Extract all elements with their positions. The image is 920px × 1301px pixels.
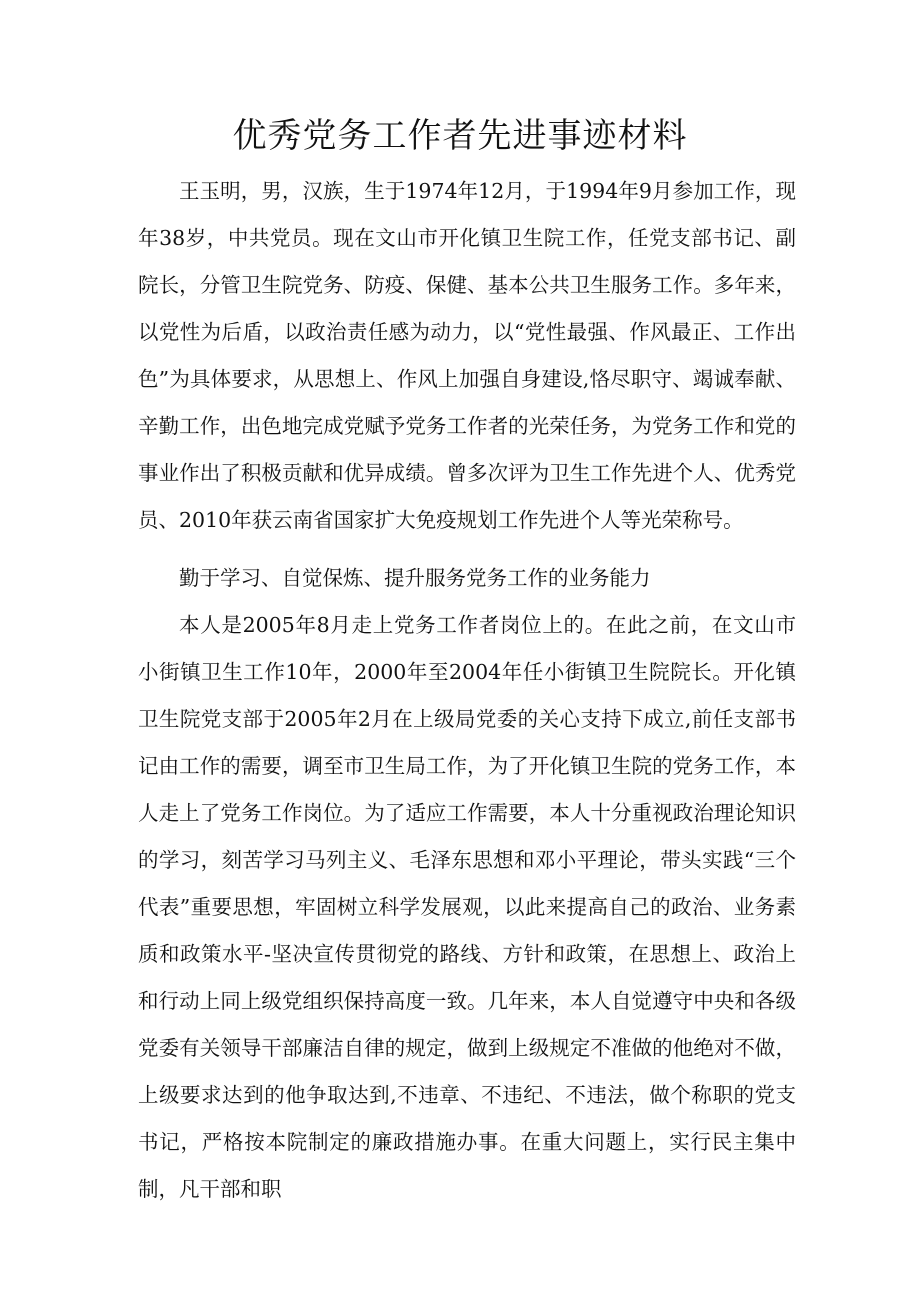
section-heading: 勤于学习、自觉保炼、提升服务党务工作的业务能力 xyxy=(179,566,651,590)
document-title: 优秀党务工作者先进事迹材料 xyxy=(232,116,688,156)
paragraph-intro: 王玉明，男，汉族，生于1974年12月，于1994年9月参加工作，现年38岁，中共党员。现在文山市开化镇卫生院工作，任党支部书记、副院长，分管卫生院党务、防疫、保健、基本公共卫生服务工作。多年来，以党性为后盾，以政治责任感为动力，以“党性最强、作风最正、工作出色”为具体要求，从思想上、作风上加强自身建设,恪尽职守、竭诚奉献、辛勤工作，出色地完成党赋予党务工作者的光荣任务，为党务工作和党的事业作出了积极贡献和优异成绩。曾多次评为卫生工作先进个人、优秀党员、2010年获云南省国家扩大免疫规划工作先进个人等光荣称号。 xyxy=(138,179,796,532)
paragraph-study: 本人是2005年8月走上党务工作者岗位上的。在此之前，在文山市小街镇卫生工作10年，2000年至2004年任小街镇卫生院院长。开化镇卫生院党支部于2005年2月在上级局党委的关心支持下成立,前任支部书记由工作的需要，调至市卫生局工作，为了开化镇卫生院的党务工作，本人走上了党务工作岗位。为了适应工作需要，本人十分重视政治理论知识的学习，刻苦学习马列主义、毛泽东思想和邓小平理论，带头实践“三个代表”重要思想，牢固树立科学发展观，以此来提高自己的政治、业务素质和政策水平-坚决宣传贯彻党的路线、方针和政策，在思想上、政治上和行动上同上级党组织保持高度一致。几年来，本人自觉遵守中央和各级党委有关领导干部廉洁自律的规定，做到上级规定不准做的他绝对不做，上级要求达到的他争取达到,不违章、不违纪、不违法，做个称职的党支书记，严格按本院制定的廉政措施办事。在重大问题上，实行民主集中制，凡干部和职 xyxy=(138,613,796,1201)
